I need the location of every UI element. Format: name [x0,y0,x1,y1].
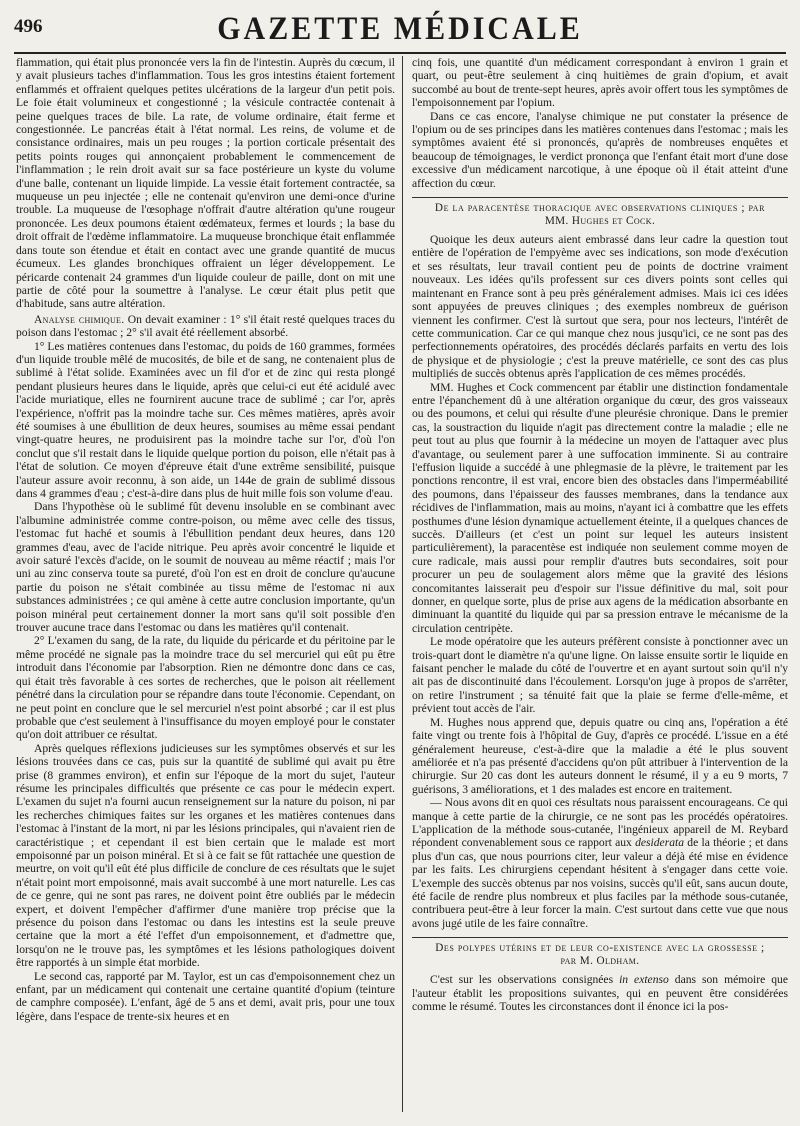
italic-term: in extenso [619,973,669,987]
analyse-label: Analyse chimique. [34,312,125,326]
paragraph-text: — Nous avons dit en quoi ces résultats nous paraissent encourageans. Ce qui manque à cette partie de la chirurgie, ce ne sont pas les procédés opératoires. L'application de la méthode sous-cutanée, l'ingénieux appareil de M. Reybard répondent convenablement sous ce rapport aux [412,796,788,850]
page-number: 496 [14,16,43,37]
section-authors: par M. Oldham. [560,955,640,968]
page-header [14,8,786,47]
section-heading [412,937,788,968]
left-column [16,56,395,1116]
section-heading [412,197,788,228]
section-title: Des polypes utérins et de leur co-existence avec la grossesse ; [435,942,765,955]
paragraph: Après quelques réflexions judicieuses sur les symptômes observés et sur les lésions trouvées dans ce cas, puis sur la quantité de sublimé qui avait pu être prise (8 grammes environ), et enfin sur l'époque de la mort du sujet, l'auteur résume les principales difficultés que présente ce cas pour le médecin expert. L'examen du sujet n'a fourni aucun renseignement sur la nature du poison, ni par les recherches chimiques faites sur les organes et les matières contenues dans l'estomac à l'instant de la mort, ni par les lésions principales, qui n'avaient rien de caractéristique ; et cependant il est bien certain que le malade est mort empoisonné par un poison minéral. Et si à ce fait se fût rattachée une question de meurtre, on voit qu'il eût été plus difficile de conclure de ces résultats que le sujet n'était point mort empoisonné, mais avait succombé à une mort naturelle. Les cas de ce genre, qui ne sont pas rares, ne doivent point être oubliés par le médecin expert, et doivent l'empêcher d'affirmer d'une manière trop précise que la présence du poison dans l'estomac ou dans les intestins est la seule preuve certaine que la mort a été l'effet d'un empoisonnement, et d'admettre que, lorsqu'on ne le trouve pas, les symptômes et les lésions pathologiques doivent être rapportés à un simple état morbide. [16,741,395,970]
paragraph: Le second cas, rapporté par M. Taylor, est un cas d'empoisonnement chez un enfant, par un médicament qui contenait une certaine quantité d'opium (teinture de camphre composée). L'enfant, âgé de 5 ans et demi, avait pris, pour une toux légère, dans l'espace de trente-six heures et en [16,969,395,1023]
paragraph: Le mode opératoire que les auteurs préfèrent consiste à ponctionner avec un trois-quart dont le diamètre n'a qu'une ligne. On laisse ensuite sortir le liquide en faisant pencher le malade du côté de l'ouvertre et en ayant surtout soin qu'il n'y ait pas de discontinuité dans l'écoulement. Lorsqu'on juge à propos de s'arrêter, on retire l'instrument ; sa ténuité fait que la plaie se ferme d'elle-même, et prévient tout accès de l'air. [412,635,788,716]
paragraph-text: dans son mémoire que l'auteur établit les propositions suivantes, qui en peuvent être considérées comme le résumé. Toutes les circonstances dont il énonce ici la pos- [412,973,788,1013]
paragraph: 1° Les matières contenues dans l'estomac, du poids de 160 grammes, formées d'un liquide trouble mêlé de mucosités, de bile et de sang, ne contenaient plus de sublimé à l'état solide. Examinées avec un fil d'or et de zinc qui resta plongé pendant plusieurs heures dans le liquide, après que celui-ci eut été acidulé avec l'acide muriatique, elles ne fournirent aucune trace de sublimé ; car l'or, après l'expérience, n'offrit pas la moindre tache sur. Ces mêmes matières, après avoir été soumises à une ébullition de deux heures, soumises au même essai pendant vingt-quatre heures, ne produisirent pas la moindre tache sur l'or, d'où l'on conclut que s'il restait dans le liquide quelque portion du poison, elle n'était pas à l'état de solution. Ce moyen d'épreuve était d'une extrême sensibilité, puisque l'auteur assure avoir reconnu, à son aide, un 144e de grain de sublimé dissous dans 4 grammes d'eau ; c'est-à-dire dans plus de huit mille fois son volume d'eau. [16,339,395,500]
section-authors: MM. Hughes et Cock. [544,215,656,228]
paragraph: 2° L'examen du sang, de la rate, du liquide du péricarde et du péritoine par le même procédé ne signale pas la moindre trace du sel mercuriel qui eût pu être introduit dans l'économie par l'absorption. Rien ne démontre donc dans ce cas, qui était très favorable à ces sortes de recherches, que le poison ait réellement pénétré dans la circulation pour se répandre dans toute l'économie. Cependant, on ne peut point en conclure que le sel mercuriel n'est point absorbé ; car il est plus probable que c'est seulement à l'insuffisance du moyen employé pour le constater qu'on doit attribuer ce résultat. [16,634,395,742]
paragraph [412,973,788,1013]
paragraph: Dans ce cas encore, l'analyse chimique ne put constater la présence de l'opium ou de ses principes dans les matières contenues dans l'estomac ; mais les symptômes avaient été si prononcés, qu'après de nombreuses enquêtes et beaucoup de témoignages, le verdict prononça que l'enfant était mort d'une dose excessive d'un médicament narcotique, à une époque où il était atteint d'une affection du cœur. [412,109,788,190]
column-divider [402,56,403,1112]
page-title: GAZETTE MÉDICALE [217,10,583,47]
paragraph [412,796,788,930]
paragraph: Dans l'hypothèse où le sublimé fût devenu insoluble en se combinant avec l'albumine administrée comme contre-poison, ou même avec celle des tissus, l'estomac fut haché et soumis à l'ébullition pendant deux heures, dans 120 grammes d'eau, avec de l'acide nitrique. Peu après avoir concentré le liquide et avoir saturé l'excès d'acide, on le soumit de nouveau au même réactif ; mais l'or uni au zinc conserva toute sa pureté, d'où l'on est en droit de conclure qu'aucune partie du poison ne s'était combinée au tissu même de l'estomac ni aux substances administrées ; ce qui amène à cette autre conclusion importante, qu'un poison minéral peut certainement donner la mort sans qu'il soit possible d'en trouver aucune trace dans l'estomac ou dans les matières qu'il contenait. [16,500,395,635]
paragraph [16,313,395,340]
right-column [412,56,788,1116]
paragraph: Quoique les deux auteurs aient embrassé dans leur cadre la question tout entière de l'opération de l'empyème avec ses indications, son mode d'exécution et ses résultats, leur travail contient peu de points de doctrine vraiment nouveaux. Les idées qu'ils professent sur ces divers points sont celles qui maintenant en France sont à peu près généralement admises. Mais ici ces idées sont appuyées de preuves cliniques ; des exemples nombreux de guérison viennent les confirmer. C'est là surtout que sera, pour nos lecteurs, l'intérêt de cette communication. Car ce qui manque chez nous jusqu'ici, ce ne sont pas des perfectionnements opératoires, des procédés déclarés parfaits en vertu des lois de physique et de physiologie ; c'est la preuve matérielle, ce sont des cas plus multipliés de succès obtenus après l'application de ces mêmes procédés. [412,233,788,381]
paragraph: M. Hughes nous apprend que, depuis quatre ou cinq ans, l'opération a été faite vingt ou trente fois à l'hôpital de Guy, d'après ce procédé. L'issue en a été généralement heureuse, c'est-à-dire que la maladie a été le plus souvent améliorée et n'a pas présenté d'accidens qu'on pût attribuer à l'intervention de la chirurgie. Sur 20 cas dont les auteurs donnent le résumé, il y a eu 9 morts, 7 guérisons, 3 améliorations, et 1 des malades est encore en traitement. [412,715,788,796]
header-rule [14,52,786,54]
paragraph-text: de la théorie ; et dans plus d'un cas, que nous pourrions citer, leur valeur a déjà été mise en évidence par les faits. Les chirurgiens cependant hésitent à s'engager dans cette voie. L'exemple des succès obtenus par nos voisins, succès qu'il eût, sans aucun doute, été facile de rendre plus nombreux et plus faciles par la méthode sous-cutanée, contribuera peut-être à leur forcer la main. C'est surtout dans cette vue que nous avons jugé utile de les faire connaître. [412,836,788,930]
italic-term: desiderata [635,836,685,850]
paragraph-text: On devait examiner : 1° s'il était resté quelques traces du poison dans l'estomac ; 2° s'il avait été réellement absorbé. [16,312,395,340]
section-title: De la paracentèse thoracique avec observations cliniques ; par [434,202,766,215]
paragraph: MM. Hughes et Cock commencent par établir une distinction fondamentale entre l'épanchement dû à une altération organique du cœur, des gros vaisseaux ou des poumons, et celui qui résulte d'une pleurésie chronique. Dans le premier cas, la soustraction du liquide n'agit pas directement contre la maladie ; elle ne peut tout au plus que fournir à la médecine un moyen de l'attaquer avec plus d'avantage, ou seulement parer à une suffocation imminente. Si au contraire l'effusion liquide a succédé à une phlegmasie de la plèvre, le traitement par les ponctions rencontre, il est vrai, encore bien des obstacles dans l'imperméabilité des poumons, dans l'épaisseur des fausses membranes, dans la tendance aux récidives de l'inflammation, mais au moins, n'ayant ici à combattre que les effets posthumes d'une lésion dynamique actuellement éteinte, il a quelques chances de succès. D'ailleurs (et c'est un point sur lequel les auteurs insistent particulièrement), la paracentèse est indiquée non seulement comme moyen de cure radicale, mais aussi pour remplir d'autres buts secondaires, soit pour procurer un peu de soulagement alors même que la gravité des lésions concomitantes laisserait peu d'espoir sur l'issue définitive du mal, soit pour donner, en quelque sorte, plus de prise aux agens de la médication absorbante en diminuant la quantité du liquide qui par sa pression entrave le mécanisme de la circulation centripète. [412,380,788,635]
paragraph: cinq fois, une quantité d'un médicament correspondant à environ 1 grain et quart, ou peut-être seulement à cinq huitièmes de grain d'opium, et avait succombé au bout de trente-sept heures, après avoir offert tous les symptômes de l'empoisonnement par l'opium. [412,56,788,110]
paragraph-text: C'est sur les observations consignées [430,973,620,987]
paragraph: flammation, qui était plus prononcée vers la fin de l'intestin. Auprès du cœcum, il y avait plusieurs taches d'inflammation. Tous les gros intestins étaient fortement enflammés et offraient quelques petites ulcérations de la largeur d'un petit pois. Le foie était volumineux et congestionné ; la vésicule contractée contenait à peine quelques traces de bile. La rate, de volume ordinaire, était ferme et congestionnée. Le pancréas était à l'état normal. Les reins, de volume et de consistance ordinaires, mais un peu rouges ; la portion corticale présentait des petits points rouges qui annonçaient probablement le commencement de l'inflammation ; le rein droit avait sur sa face postérieure un kyste du volume d'une balle, contenant un liquide limpide. La vessie était fortement contractée, sa muqueuse un peu injectée ; elle ne contenait qu'environ une demi-once d'urine trouble. La muqueuse de l'œsophage n'offrait d'autre altération qu'une rougeur prononcée. Les deux poumons étaient œdémateux, fermes et lourds ; la base du droit offrait de l'œdème inflammatoire. La muqueuse bronchique était enflammée dans toute son étendue et était en contact avec une grande quantité de mucus écumeux. Les glandes bronchiques offraient un léger développement. Le péricarde contenait 24 grammes d'un liquide couleur de paille, dont on mit une partie de côté pour la soumettre à l'analyse. Le cœur était plus petit que d'habitude, sans autre altération. [16,56,395,311]
